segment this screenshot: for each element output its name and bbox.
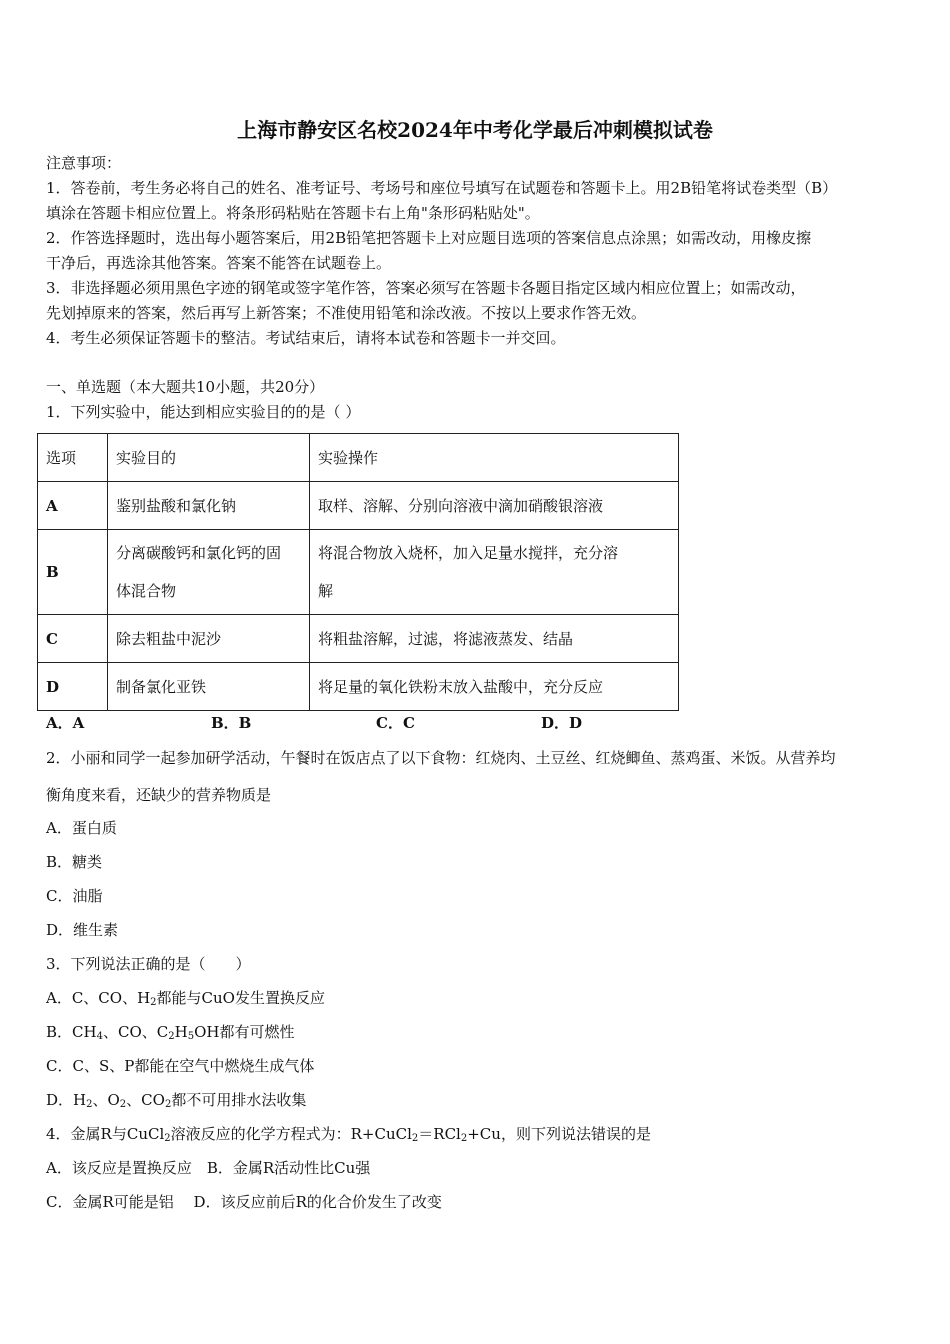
q4-stem: 4．金属R与CuCl$_2$溶液反应的化学方程式为：R+CuCl$_2$＝RCl$_2$+Cu，则下列说法错误的是 bbox=[46, 1125, 651, 1144]
purpose-line: 体混合物 bbox=[116, 582, 177, 600]
q1-stem: 1．下列实验中，能达到相应实验目的的是（ ） bbox=[46, 403, 361, 421]
option-cell: A bbox=[38, 482, 108, 530]
notice-line: 2．作答选择题时，选出每小题答案后，用2B铅笔把答题卡上对应题目选项的答案信息点涂黑；如需改动，用橡皮擦 bbox=[46, 229, 812, 247]
table-row bbox=[38, 663, 679, 711]
q1-answer-c: C．C bbox=[376, 714, 415, 732]
notice-line: 先划掉原来的答案，然后再写上新答案；不准使用铅笔和涂改液。不按以上要求作答无效。 bbox=[46, 304, 647, 322]
q2-option: D．维生素 bbox=[46, 921, 119, 939]
q3-option-d: D．$H_2$、$O_2$、$CO_2$都不可用排水法收集 bbox=[46, 1091, 307, 1110]
notice-line: 干净后，再选涂其他答案。答案不能答在试题卷上。 bbox=[46, 254, 392, 272]
q3-stem: 3．下列说法正确的是（ ） bbox=[46, 955, 251, 973]
purpose-line: 分离碳酸钙和氯化钙的固 bbox=[116, 544, 282, 562]
page-title: 上海市静安区名校2024年中考化学最后冲刺模拟试卷 bbox=[237, 118, 713, 142]
header-cell: 实验操作 bbox=[310, 434, 679, 482]
operation-line: 解 bbox=[318, 582, 334, 600]
q4-options-row: C．金属R可能是铝 D．该反应前后R的化合价发生了改变 bbox=[46, 1193, 442, 1211]
q2-stem: 衡角度来看，还缺少的营养物质是 bbox=[46, 786, 272, 804]
operation-line: 将混合物放入烧杯，加入足量水搅拌，充分溶 bbox=[318, 544, 619, 562]
table-row bbox=[38, 615, 679, 663]
q1-answer-b: B．B bbox=[211, 714, 252, 732]
operation-cell bbox=[310, 530, 679, 615]
purpose-cell bbox=[108, 530, 310, 615]
operation-cell: 将粗盐溶解，过滤，将滤液蒸发、结晶 bbox=[310, 615, 679, 663]
option-cell: B bbox=[38, 530, 108, 615]
notice-line: 3．非选择题必须用黑色字迹的钢笔或签字笔作答，答案必须写在答题卡各题目指定区域内相应位置上；如需改动， bbox=[46, 279, 806, 297]
q2-option: B．糖类 bbox=[46, 853, 103, 871]
q3-option-b: B．$CH_4$、CO、$C_2H_5OH$都有可燃性 bbox=[46, 1023, 295, 1042]
section-heading: 一、单选题（本大题共10小题，共20分） bbox=[46, 378, 325, 396]
notice-line: 4．考生必须保证答题卡的整洁。考试结束后，请将本试卷和答题卡一并交回。 bbox=[46, 329, 566, 347]
operation-cell: 将足量的氧化铁粉末放入盐酸中，充分反应 bbox=[310, 663, 679, 711]
table-row bbox=[38, 482, 679, 530]
q1-answer-a: A．A bbox=[46, 714, 85, 732]
option-cell: C bbox=[38, 615, 108, 663]
q3-option-c: C．C、S、P都能在空气中燃烧生成气体 bbox=[46, 1057, 315, 1075]
purpose-cell: 除去粗盐中泥沙 bbox=[108, 615, 310, 663]
option-cell: D bbox=[38, 663, 108, 711]
notice-line: 1．答卷前，考生务必将自己的姓名、准考证号、考场号和座位号填写在试题卷和答题卡上。用2B铅笔将试卷类型（B） bbox=[46, 179, 838, 197]
notice-line: 填涂在答题卡相应位置上。将条形码粘贴在答题卡右上角"条形码粘贴处"。 bbox=[46, 204, 540, 222]
purpose-cell: 鉴别盐酸和氯化钠 bbox=[108, 482, 310, 530]
q2-option: A．蛋白质 bbox=[46, 819, 117, 837]
header-cell: 实验目的 bbox=[108, 434, 310, 482]
q1-answer-d: D．D bbox=[541, 714, 583, 732]
operation-cell: 取样、溶解、分别向溶液中滴加硝酸银溶液 bbox=[310, 482, 679, 530]
table-row bbox=[38, 530, 679, 615]
q1-table bbox=[37, 433, 679, 711]
table-header-row bbox=[38, 434, 679, 482]
q2-stem: 2．小丽和同学一起参加研学活动，午餐时在饭店点了以下食物：红烧肉、土豆丝、红烧鲫鱼、蒸鸡蛋、米饭。从营养均 bbox=[46, 749, 836, 767]
q2-option: C．油脂 bbox=[46, 887, 103, 905]
q3-option-a: A．C、CO、$H_2$都能与CuO发生置换反应 bbox=[46, 989, 325, 1008]
q4-options-row: A．该反应是置换反应 B．金属R活动性比Cu强 bbox=[46, 1159, 371, 1177]
notice-heading: 注意事项： bbox=[46, 154, 122, 172]
header-cell: 选项 bbox=[38, 434, 108, 482]
purpose-cell: 制备氯化亚铁 bbox=[108, 663, 310, 711]
